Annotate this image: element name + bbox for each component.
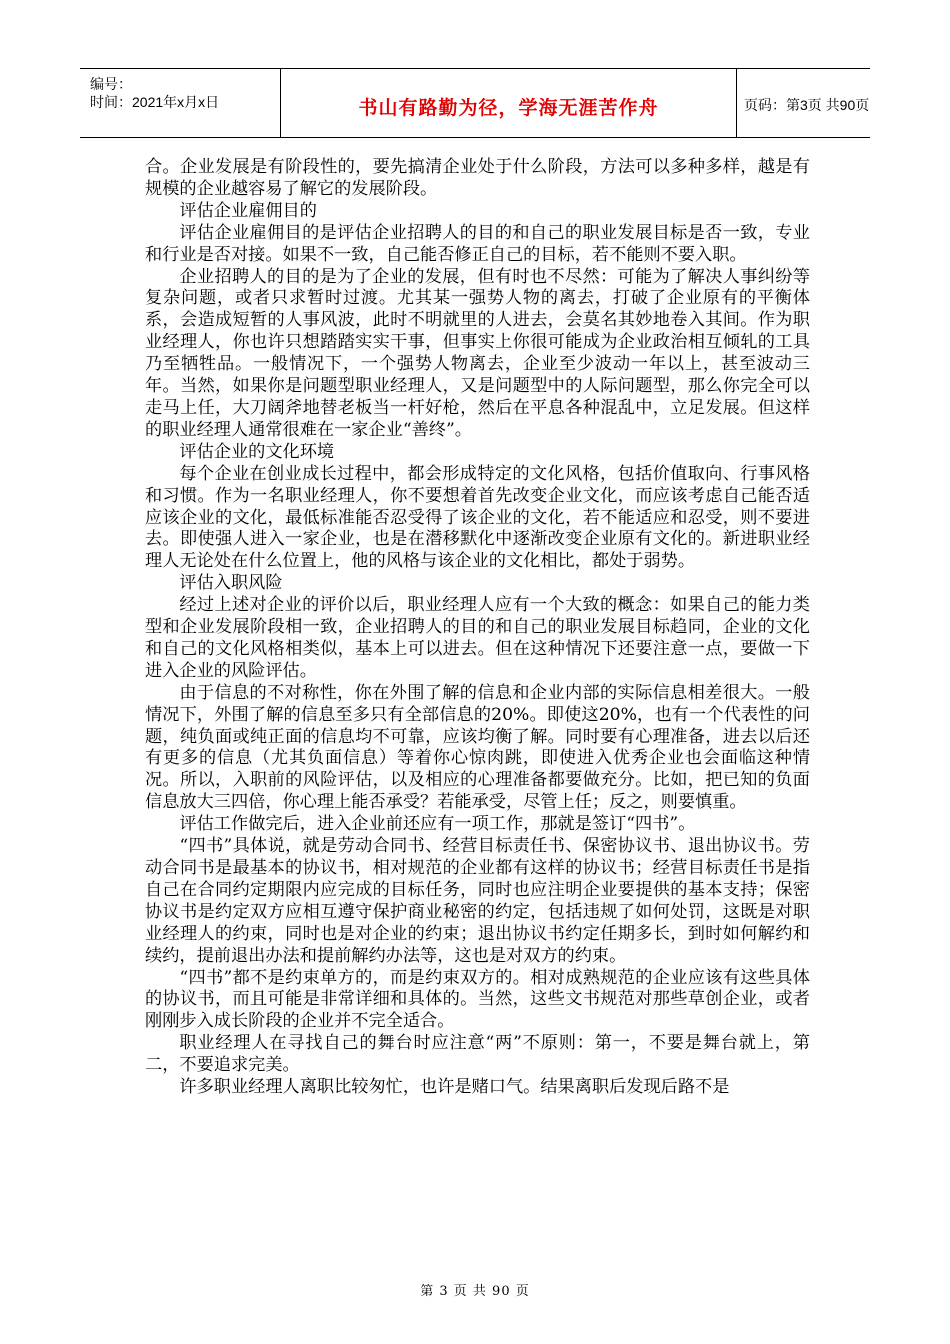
header-page-cell (736, 69, 870, 137)
paragraph: 合。企业发展是有阶段性的，要先搞清企业处于什么阶段，方法可以多种多样，越是有规模的企业越容易了解它的发展阶段。 (145, 157, 810, 199)
motto: 书山有路勤为径，学海无涯苦作舟 (358, 97, 659, 119)
section-heading: 评估入职风险 (179, 573, 283, 594)
number-label: 编号： (90, 76, 132, 92)
time-label: 时间：2021年x月x日 (90, 94, 220, 110)
section-heading: 评估企业雇佣目的 (179, 200, 317, 221)
page-label: 页码：第3页 共90页 (744, 97, 870, 113)
paragraph: 由于信息的不对称性，你在外围了解的信息和企业内部的实际信息相差很大。一般情况下，外围了解的信息至多只有全部信息的20%。即使这20%，也有一个代表性的问题，纯负面或纯正面的信息均不可靠，应该均衡了解。同时要有心理准备，进去以后还有更多的信息（尤其负面信息）等着你心惊肉跳，即使进入优秀企业也会面临这种情况。所以，入职前的风险评估，以及相应的心理准备都要做充分。比如，把已知的负面信息放大三四倍，你心理上能否承受？若能承受，尽管上任；反之，则要慎重。 (145, 682, 810, 813)
document-body (145, 157, 810, 1099)
paragraph: 企业招聘人的目的是为了企业的发展，但有时也不尽然：可能为了解决人事纠纷等复杂问题，或者只求暂时过渡。尤其某一强势人物的离去，打破了企业原有的平衡体系，会造成短暂的人事风波，此时不明就里的人进去，会莫名其妙地卷入其间。作为职业经理人，你也许只想踏踏实实干事，但事实上你很可能成为企业政治相互倾轧的工具乃至牺牲品。一般情况下，一个强势人物离去，企业至少波动一年以上，甚至波动三年。当然，如果你是问题型职业经理人，又是问题型中的人际问题型，那么你完全可以走马上任，大刀阔斧地替老板当一杆好枪，然后在平息各种混乱中，立足发展。但这样的职业经理人通常很难在一家企业“善终”。 (145, 266, 810, 440)
paragraph: 每个企业在创业成长过程中，都会形成特定的文化风格，包括价值取向、行事风格和习惯。作为一名职业经理人，你不要想着首先改变企业文化，而应该考虑自己能否适应该企业的文化，最低标准能否忍受得了该企业的文化，若不能适应和忍受，则不要进去。即使强人进入一家企业，也是在潜移默化中逐渐改变企业原有文化的。新进职业经理人无论处在什么位置上，他的风格与该企业的文化相比，都处于弱势。 (145, 463, 810, 572)
paragraph: 经过上述对企业的评价以后，职业经理人应有一个大致的概念：如果自己的能力类型和企业发展阶段相一致，企业招聘人的目的和自己的职业发展目标趋同，企业的文化和自己的文化风格相类似，基本上可以进去。但在这种情况下还要注意一点，要做一下进入企业的风险评估。 (145, 595, 810, 681)
header-motto-cell (280, 69, 737, 137)
page-footer: 第 3 页 共 90 页 (420, 1284, 530, 1299)
section-heading: 评估企业的文化环境 (179, 441, 335, 462)
paragraph: 评估工作做完后，进入企业前还应有一项工作，那就是签订“四书”。 (179, 814, 696, 835)
header-info (80, 69, 280, 137)
paragraph: “四书”具体说，就是劳动合同书、经营目标责任书、保密协议书、退出协议书。劳动合同书是最基本的协议书，相对规范的企业都有这样的协议书；经营目标责任书是指自己在合同约定期限内应完成的目标任务，同时也应注明企业要提供的基本支持；保密协议书是约定双方应相互遵守保护商业秘密的约定，包括违规了如何处罚，这既是对职业经理人的约束，同时也是对企业的约束；退出协议书约定任期多长，到时如何解约和续约，提前退出办法和提前解约办法等，这也是对双方的约束。 (145, 836, 810, 966)
paragraph: 职业经理人在寻找自己的舞台时应注意“两”不原则：第一，不要是舞台就上，第二，不要追求完美。 (145, 1033, 810, 1076)
paragraph: 许多职业经理人离职比较匆忙，也许是赌口气。结果离职后发现后路不是 (179, 1077, 730, 1098)
page-header (80, 68, 870, 138)
paragraph: 评估企业雇佣目的是评估企业招聘人的目的和自己的职业发展目标是否一致，专业和行业是否对接。如果不一致，自己能否修正自己的目标，若不能则不要入职。 (145, 222, 810, 265)
paragraph: “四书”都不是约束单方的，而是约束双方的。相对成熟规范的企业应该有这些具体的协议书，而且可能是非常详细和具体的。当然，这些文书规范对那些草创企业，或者刚刚步入成长阶段的企业并不完全适合。 (145, 967, 810, 1032)
